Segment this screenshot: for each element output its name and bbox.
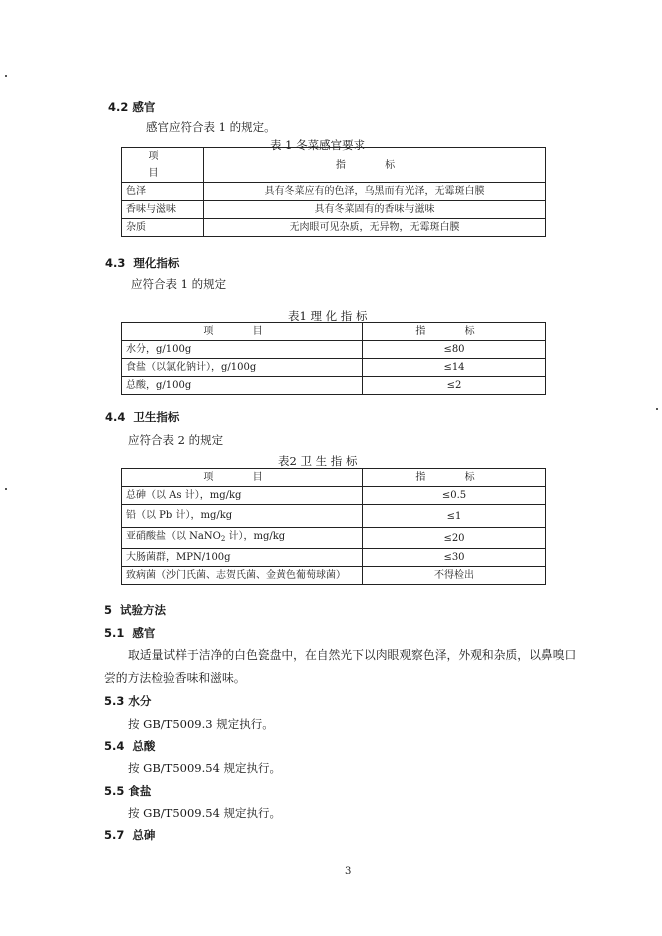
table-row [122,183,546,201]
table-row [122,567,546,585]
section-5-1-heading [104,625,155,641]
table-row [122,487,546,505]
section-title: 食盐 [128,784,152,798]
section-number: 4.2 [108,100,129,114]
table-header-row [122,323,546,341]
section-title: 总砷 [132,828,156,842]
table-hygiene-caption: 表2 卫 生 指 标 [278,454,358,468]
column-header: 项 目 [122,469,363,487]
column-header: 指 标 [363,323,546,341]
table-row [122,377,546,395]
section-number: 5.1 [104,626,125,640]
section-5-3-heading [104,693,151,709]
section-5-1-text-line2: 尝的方法检验香味和滋味。 [104,671,246,685]
section-number: 4.4 [105,410,126,424]
section-5-5-text: 按 GB/T5009.54 规定执行。 [128,806,282,820]
section-4-4-text: 应符合表 2 的规定 [128,433,224,447]
table-cell: 食盐（以氯化钠计），g/100g [122,359,363,377]
table-cell: 铅（以 Pb 计），mg/kg [122,505,363,528]
section-4-3-text: 应符合表 1 的规定 [131,277,227,291]
table-row [122,201,546,219]
table-cell: 具有冬菜应有的色泽，乌黑而有光泽，无霉斑白膜 [204,183,546,201]
section-number: 5.7 [104,828,125,842]
section-4-4-heading [105,409,179,425]
scan-speck [656,408,658,410]
section-title: 试验方法 [120,603,167,617]
table-cell: ≤1 [363,505,546,528]
scan-speck [5,488,7,490]
section-title: 水分 [128,694,152,708]
table-sensory [121,147,546,237]
table-header-row [122,148,546,183]
table-hygiene [121,468,546,585]
table-cell: 色泽 [122,183,204,201]
table-row [122,359,546,377]
table-cell: 致病菌（沙门氏菌、志贺氏菌、金黄色葡萄球菌） [122,567,363,585]
section-title: 感官 [132,626,156,640]
table-cell: ≤30 [363,549,546,567]
scan-speck [5,75,7,77]
table-cell: ≤2 [363,377,546,395]
section-5-5-heading [104,783,151,799]
table-cell: 总酸，g/100g [122,377,363,395]
table-cell: 无肉眼可见杂质，无异物，无霉斑白膜 [204,219,546,237]
table-cell: ≤14 [363,359,546,377]
table-cell: 不得检出 [363,567,546,585]
section-number: 5.4 [104,739,125,753]
section-5-4-heading [104,738,155,754]
table-row [122,549,546,567]
cell-text: 亚硝酸盐（以 NaNO [126,531,221,542]
table-cell: ≤0.5 [363,487,546,505]
section-number: 5 [104,603,113,617]
table-cell: 水分，g/100g [122,341,363,359]
section-title: 理化指标 [133,256,180,270]
section-number: 5.3 [104,694,125,708]
column-header: 项 目 [122,323,363,341]
column-header: 指 标 [363,469,546,487]
section-4-3-heading [105,255,179,271]
table-cell: 香味与滋味 [122,201,204,219]
table-cell: 杂质 [122,219,204,237]
table-row [122,219,546,237]
table-cell: 总砷（以 As 计），mg/kg [122,487,363,505]
table-cell: ≤20 [363,528,546,549]
section-5-7-heading [104,827,155,843]
section-title: 卫生指标 [133,410,180,424]
table-header-row [122,469,546,487]
table-cell: 大肠菌群，MPN/100g [122,549,363,567]
table-physchem [121,322,546,395]
section-5-heading [104,602,166,618]
cell-text: 计），mg/kg [225,531,286,542]
table-cell [122,528,363,549]
subscript: 2 [220,535,226,543]
section-4-2-text: 感官应符合表 1 的规定。 [146,120,276,134]
section-title: 感官 [132,100,156,114]
table-physchem-caption: 表1 理 化 指 标 [288,309,368,323]
table-cell: 具有冬菜固有的香味与滋味 [204,201,546,219]
section-5-1-text-line1: 取适量试样于洁净的白色瓷盘中，在自然光下以肉眼观察色泽，外观和杂质，以鼻嗅口 [128,648,577,662]
column-header: 指 标 [204,148,546,183]
page-number: 3 [345,866,352,877]
section-5-3-text: 按 GB/T5009.3 规定执行。 [128,717,274,731]
section-4-2-heading [108,99,155,115]
table-row [122,341,546,359]
table-row [122,528,546,549]
table-sensory-caption: 表 1 冬菜感官要求 [270,138,366,152]
table-cell: ≤80 [363,341,546,359]
section-number: 4.3 [105,256,126,270]
section-number: 5.5 [104,784,125,798]
section-5-4-text: 按 GB/T5009.54 规定执行。 [128,761,282,775]
column-header: 项 目 [122,148,204,183]
table-row [122,505,546,528]
section-title: 总酸 [132,739,156,753]
